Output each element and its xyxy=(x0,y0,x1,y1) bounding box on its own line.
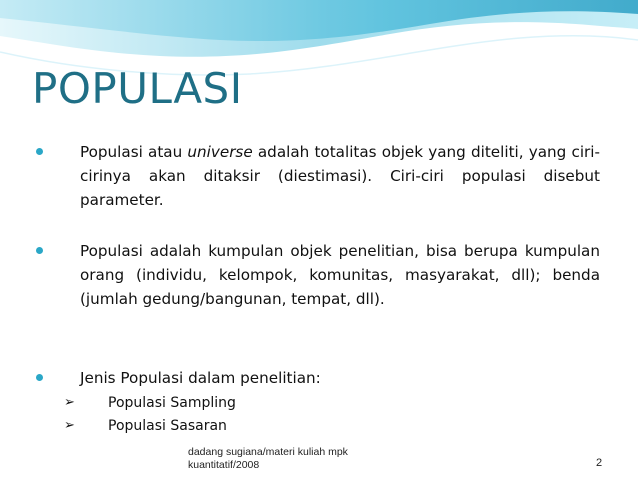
bullet-paragraph: Populasi adalah kumpulan objek penelitian, bisa berupa kumpulan orang (individu, kelompok, komunitas, masyarakat, dll); benda (jumlah gedung/bangunan, tempat, dll). xyxy=(80,242,600,308)
footer-line-1: dadang sugiana/materi kuliah mpk xyxy=(188,446,348,458)
bullet-text-start: Populasi atau xyxy=(80,143,188,161)
page-number: 2 xyxy=(596,457,603,469)
sub-bullet-item: Populasi Sasaran xyxy=(108,418,227,434)
arrow-right-icon: ➢ xyxy=(64,395,75,410)
slide-title: POPULASI xyxy=(32,64,243,113)
arrow-right-icon: ➢ xyxy=(64,418,75,433)
bullet-dot-icon xyxy=(36,247,43,254)
bullet-dot-icon xyxy=(36,148,43,155)
bullet-text-emphasis: universe xyxy=(187,143,253,161)
slide-footer xyxy=(188,446,408,472)
bullet-paragraph xyxy=(80,140,600,212)
bullet-text-end: adalah totalitas objek yang diteliti, yang ciri-cirinya akan ditaksir (diestimasi). Ciri-ciri populasi disebut parameter. xyxy=(80,143,600,209)
bullet-paragraph: Jenis Populasi dalam penelitian: xyxy=(80,369,321,387)
sub-bullet-item: Populasi Sampling xyxy=(108,395,236,411)
footer-line-2: kuantitatif/2008 xyxy=(188,459,260,471)
bullet-dot-icon xyxy=(36,374,43,381)
